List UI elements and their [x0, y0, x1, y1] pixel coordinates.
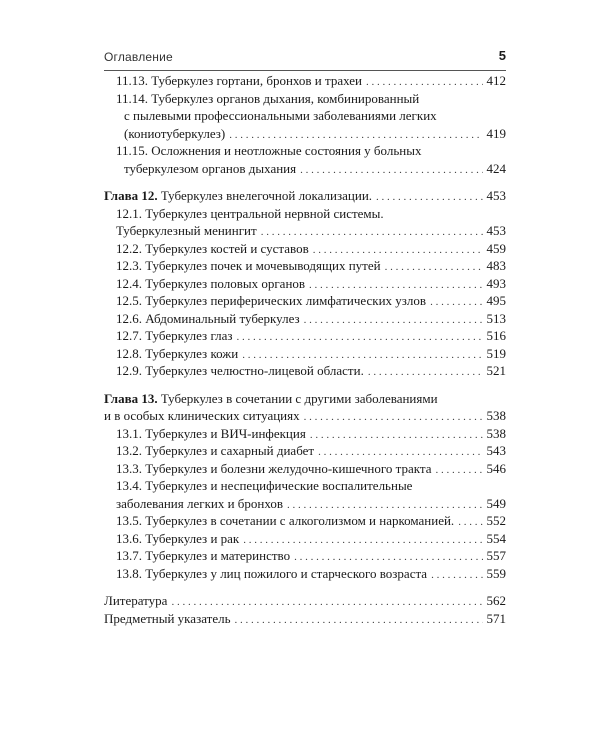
- toc-entry-13-5[interactable]: [104, 512, 506, 530]
- toc-chapter-13-line1[interactable]: [104, 390, 506, 408]
- toc-entry-13-2[interactable]: [104, 442, 506, 460]
- toc-entry-title-cont: туберкулезом органов дыхания: [124, 160, 297, 176]
- chapter-title-cont: и в особых клинических ситуациях: [104, 408, 300, 423]
- toc-entry-page: 552: [486, 513, 506, 528]
- dot-leader: [431, 567, 482, 585]
- toc-entry-title: 11.14. Туберкулез органов дыхания, комбинированный: [116, 90, 420, 106]
- table-of-contents: [104, 72, 506, 627]
- toc-entry-title: 13.5. Туберкулез в сочетании с алкоголизмом и наркоманией.: [116, 513, 455, 528]
- toc-entry-13-7[interactable]: [104, 547, 506, 565]
- toc-entry-title: 13.1. Туберкулез и ВИЧ-инфекция: [116, 425, 306, 441]
- toc-entry-page: 557: [486, 548, 506, 563]
- chapter-label: Глава 12.: [104, 188, 158, 203]
- toc-entry-11-13[interactable]: [104, 72, 506, 90]
- header-page-number: 5: [498, 48, 506, 63]
- toc-entry-page: 412: [486, 73, 506, 88]
- toc-entry-title: 13.3. Туберкулез и болезни желудочно-кишечного тракта: [116, 460, 432, 476]
- toc-entry-page: 459: [486, 240, 506, 256]
- toc-entry-title: 12.5. Туберкулез периферических лимфатических узлов: [116, 293, 427, 308]
- toc-entry-page: 453: [486, 188, 506, 203]
- toc-entry-page: 424: [486, 160, 506, 176]
- toc-entry-page: 493: [486, 275, 506, 291]
- toc-entry-13-6[interactable]: [104, 530, 506, 548]
- toc-entry-title: 11.15. Осложнения и неотложные состояния у больных: [116, 143, 422, 158]
- toc-entry-title: 12.3. Туберкулез почек и мочевыводящих путей: [116, 258, 381, 273]
- toc-entry-12-1-line1[interactable]: [104, 205, 506, 223]
- toc-entry-page: 543: [486, 443, 506, 458]
- toc-entry-12-3[interactable]: [104, 257, 506, 275]
- toc-entry-title: 13.6. Туберкулез и рак: [116, 530, 240, 546]
- toc-entry-title: 13.2. Туберкулез и сахарный диабет: [116, 443, 315, 458]
- toc-entry-12-6[interactable]: [104, 310, 506, 328]
- chapter-label: Глава 13.: [104, 390, 158, 406]
- toc-entry-11-15-line2[interactable]: [104, 160, 506, 178]
- toc-entry-13-3[interactable]: [104, 460, 506, 478]
- toc-entry-page: 562: [486, 593, 506, 608]
- toc-entry-title: 11.13. Туберкулез гортани, бронхов и трахеи: [116, 73, 363, 88]
- toc-entry-title: Предметный указатель: [104, 610, 231, 626]
- toc-entry-12-8[interactable]: [104, 345, 506, 363]
- toc-entry-12-5[interactable]: [104, 292, 506, 310]
- toc-entry-title: 13.4. Туберкулез и неспецифические воспалительные: [116, 478, 413, 493]
- toc-entry-page: 513: [486, 310, 506, 326]
- toc-entry-12-9[interactable]: [104, 362, 506, 380]
- toc-entry-page: 516: [486, 328, 506, 343]
- toc-entry-title: 13.7. Туберкулез и материнство: [116, 548, 291, 563]
- toc-entry-title: 12.6. Абдоминальный туберкулез: [116, 310, 300, 326]
- toc-chapter-12[interactable]: [104, 187, 506, 205]
- toc-entry-page: 538: [486, 425, 506, 441]
- running-header: [104, 50, 506, 66]
- toc-entry-page: 554: [486, 530, 506, 546]
- toc-entry-literature[interactable]: [104, 592, 506, 610]
- toc-entry-12-4[interactable]: [104, 275, 506, 293]
- toc-entry-page: 521: [486, 363, 506, 378]
- toc-entry-title-cont: (кониотуберкулез): [124, 125, 226, 141]
- toc-entry-page: 495: [486, 293, 506, 308]
- toc-entry-13-1[interactable]: [104, 425, 506, 443]
- toc-entry-13-4-line1[interactable]: [104, 477, 506, 495]
- chapter-title: Туберкулез в сочетании с другими заболеваниями: [160, 390, 438, 406]
- toc-entry-11-15-line1[interactable]: [104, 142, 506, 160]
- toc-entry-11-14-line2[interactable]: [104, 107, 506, 125]
- toc-entry-title: Литература: [104, 593, 168, 608]
- toc-chapter-13-line2[interactable]: [104, 407, 506, 425]
- toc-entry-page: 546: [486, 460, 506, 476]
- header-divider: [104, 70, 506, 71]
- toc-entry-title: 12.2. Туберкулез костей и суставов: [116, 240, 309, 256]
- toc-entry-title: 13.8. Туберкулез у лиц пожилого и старческого возраста: [116, 565, 428, 581]
- chapter-title: Туберкулез внелегочной локализации.: [160, 188, 373, 203]
- header-title: Оглавление: [104, 50, 173, 64]
- toc-entry-title: 12.7. Туберкулез глаз: [116, 328, 233, 343]
- dot-leader: [368, 364, 483, 382]
- toc-entry-title-cont: с пылевыми профессиональными заболеваниями легких: [124, 108, 437, 123]
- dot-leader: [235, 612, 483, 630]
- toc-entry-title-cont: заболевания легких и бронхов: [116, 495, 284, 511]
- toc-entry-12-1-line2[interactable]: [104, 222, 506, 240]
- toc-entry-title: 12.9. Туберкулез челюстно-лицевой области.: [116, 363, 364, 378]
- toc-entry-page: 519: [486, 345, 506, 361]
- toc-entry-11-14-line1[interactable]: [104, 90, 506, 108]
- toc-entry-page: 453: [486, 223, 506, 238]
- dot-leader: [300, 162, 482, 180]
- toc-entry-page: 571: [486, 610, 506, 626]
- toc-entry-13-8[interactable]: [104, 565, 506, 583]
- toc-entry-11-14-line3[interactable]: [104, 125, 506, 143]
- toc-entry-page: 538: [486, 408, 506, 423]
- toc-entry-title: 12.1. Туберкулез центральной нервной системы.: [116, 205, 384, 221]
- toc-entry-page: 419: [486, 125, 506, 141]
- toc-entry-title: 12.4. Туберкулез половых органов: [116, 275, 306, 291]
- toc-entry-index[interactable]: [104, 610, 506, 628]
- toc-entry-12-2[interactable]: [104, 240, 506, 258]
- toc-entry-title-cont: Туберкулезный менингит: [116, 223, 257, 238]
- toc-entry-page: 559: [486, 565, 506, 581]
- toc-entry-13-4-line2[interactable]: [104, 495, 506, 513]
- toc-entry-12-7[interactable]: [104, 327, 506, 345]
- toc-entry-page: 483: [486, 258, 506, 273]
- toc-entry-title: 12.8. Туберкулез кожи: [116, 345, 239, 361]
- toc-entry-page: 549: [486, 495, 506, 511]
